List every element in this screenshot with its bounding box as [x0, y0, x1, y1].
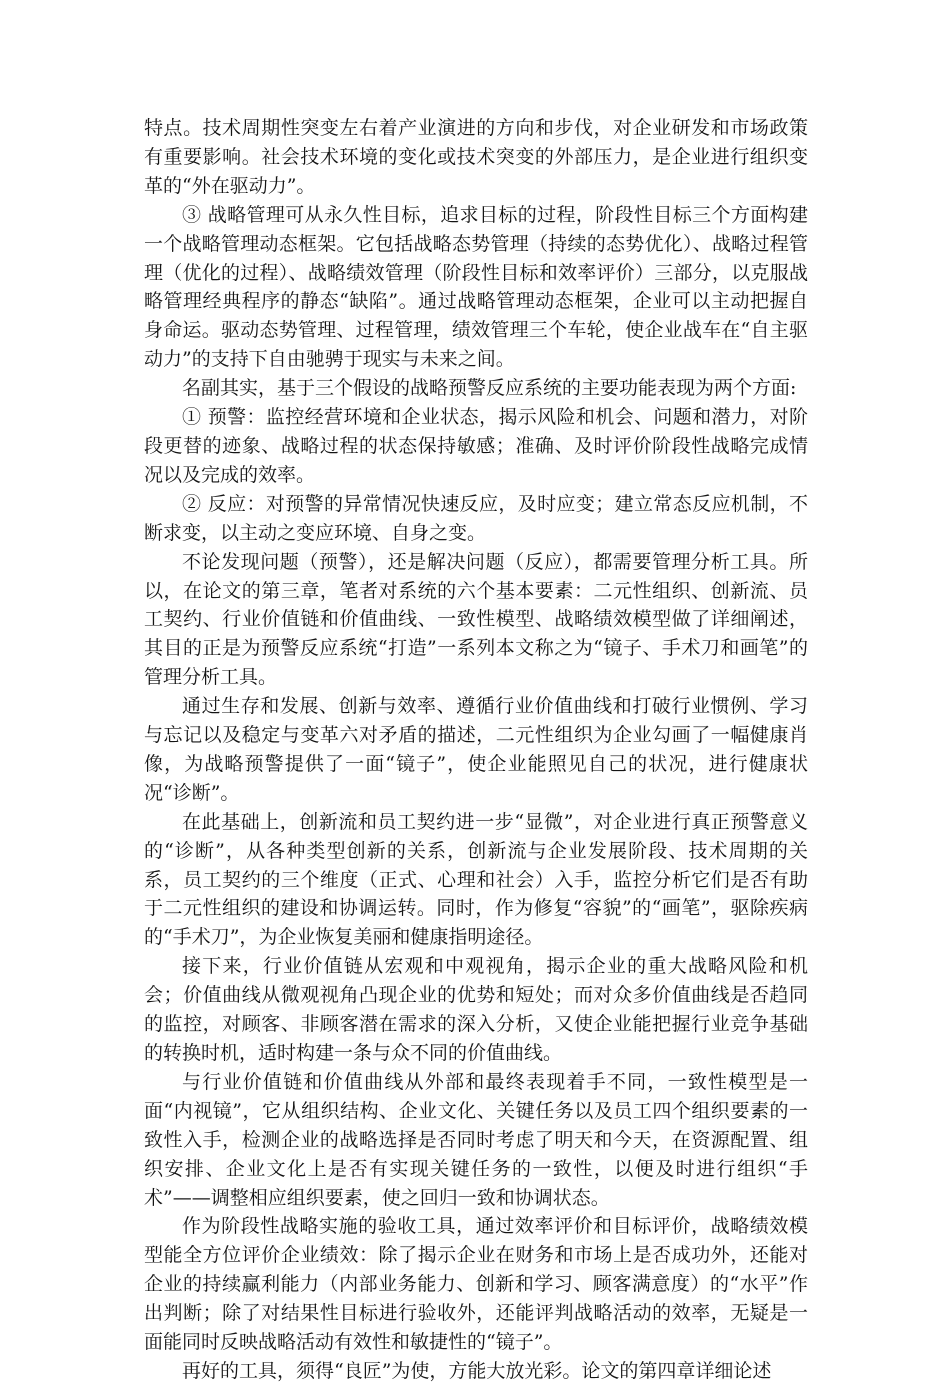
paragraph-response: ② 反应：对预警的异常情况快速反应，及时应变；建立常态反应机制，不断求变，以主动之变应环境、自身之变。 — [144, 492, 808, 544]
paragraph-chapter-four: 再好的工具，须得“良匠”为使，方能大放光彩。论文的第四章详细论述 — [182, 1359, 772, 1382]
paragraph-analysis-tools: 不论发现问题（预警），还是解决问题（反应），都需要管理分析工具。所以，在论文的第三章，笔者对系统的六个基本要素：二元性组织、创新流、员工契约、行业价值链和价值曲线、一致性模型、战略绩效模型做了详细阐述，其目的正是为预警反应系统“打造”一系列本文称之为“镜子、手术刀和画笔”的管理分析工具。 — [144, 550, 808, 689]
paragraph-performance-model: 作为阶段性战略实施的验收工具，通过效率评价和目标评价，战略绩效模型能全方位评价企业绩效：除了揭示企业在财务和市场上是否成功外，还能对企业的持续赢利能力（内部业务能力、创新和学习、顾客满意度）的“水平”作出判断；除了对结果性目标进行验收外，还能评判战略活动的效率，无疑是一面能同时反映战略活动有效性和敏捷性的“镜子”。 — [144, 1215, 808, 1354]
paragraph-tech-cycle: 特点。技术周期性突变左右着产业演进的方向和步伐，对企业研发和市场政策有重要影响。社会技术环境的变化或技术突变的外部压力，是企业进行组织变革的“外在驱动力”。 — [144, 117, 808, 197]
document-body — [144, 114, 808, 1386]
paragraph-system-functions: 名副其实，基于三个假设的战略预警反应系统的主要功能表现为两个方面: — [182, 377, 797, 400]
paragraph-value-chain: 接下来，行业价值链从宏观和中观视角，揭示企业的重大战略风险和机会；价值曲线从微观视角凸现企业的优势和短处；而对众多价值曲线是否趋同的监控，对顾客、非顾客潜在需求的深入分析，又使企业能把握行业竞争基础的转换时机，适时构建一条与众不同的价值曲线。 — [144, 955, 808, 1064]
paragraph-strategy-framework: ③ 战略管理可从永久性目标，追求目标的过程，阶段性目标三个方面构建一个战略管理动态框架。它包括战略态势管理（持续的态势优化）、战略过程管理（优化的过程）、战略绩效管理（阶段性目标和效率评价）三部分，以克服战略管理经典程序的静态“缺陷”。通过战略管理动态框架，企业可以主动把握自身命运。驱动态势管理、过程管理，绩效管理三个车轮，使企业战车在“自主驱动力”的支持下自由驰骋于现实与未来之间。 — [144, 203, 808, 371]
paragraph-congruence-model: 与行业价值链和价值曲线从外部和最终表现着手不同，一致性模型是一面“内视镜”，它从组织结构、企业文化、关键任务以及员工四个组织要素的一致性入手，检测企业的战略选择是否同时考虑了明天和今天，在资源配置、组织安排、企业文化上是否有实现关键任务的一致性，以便及时进行组织“手术”——调整相应组织要素，使之回归一致和协调状态。 — [144, 1070, 808, 1209]
paragraph-warning: ① 预警：监控经营环境和企业状态，揭示风险和机会、问题和潜力，对阶段更替的迹象、战略过程的状态保持敏感；准确、及时评价阶段性战略完成情况以及完成的效率。 — [144, 406, 808, 486]
paragraph-dual-organization: 通过生存和发展、创新与效率、遵循行业价值曲线和打破行业惯例、学习与忘记以及稳定与变革六对矛盾的描述，二元性组织为企业勾画了一幅健康肖像，为战略预警提供了一面“镜子”，使企业能照见自己的状况，进行健康状况“诊断”。 — [144, 695, 808, 804]
paragraph-innovation-stream: 在此基础上，创新流和员工契约进一步“显微”，对企业进行真正预警意义的“诊断”，从各种类型创新的关系，创新流与企业发展阶段、技术周期的关系，员工契约的三个维度（正式、心理和社会）入手，监控分析它们是否有助于二元性组织的建设和协调运转。同时，作为修复“容貌”的“画笔”，驱除疾病的“手术刀”，为企业恢复美丽和健康指明途径。 — [144, 810, 808, 949]
